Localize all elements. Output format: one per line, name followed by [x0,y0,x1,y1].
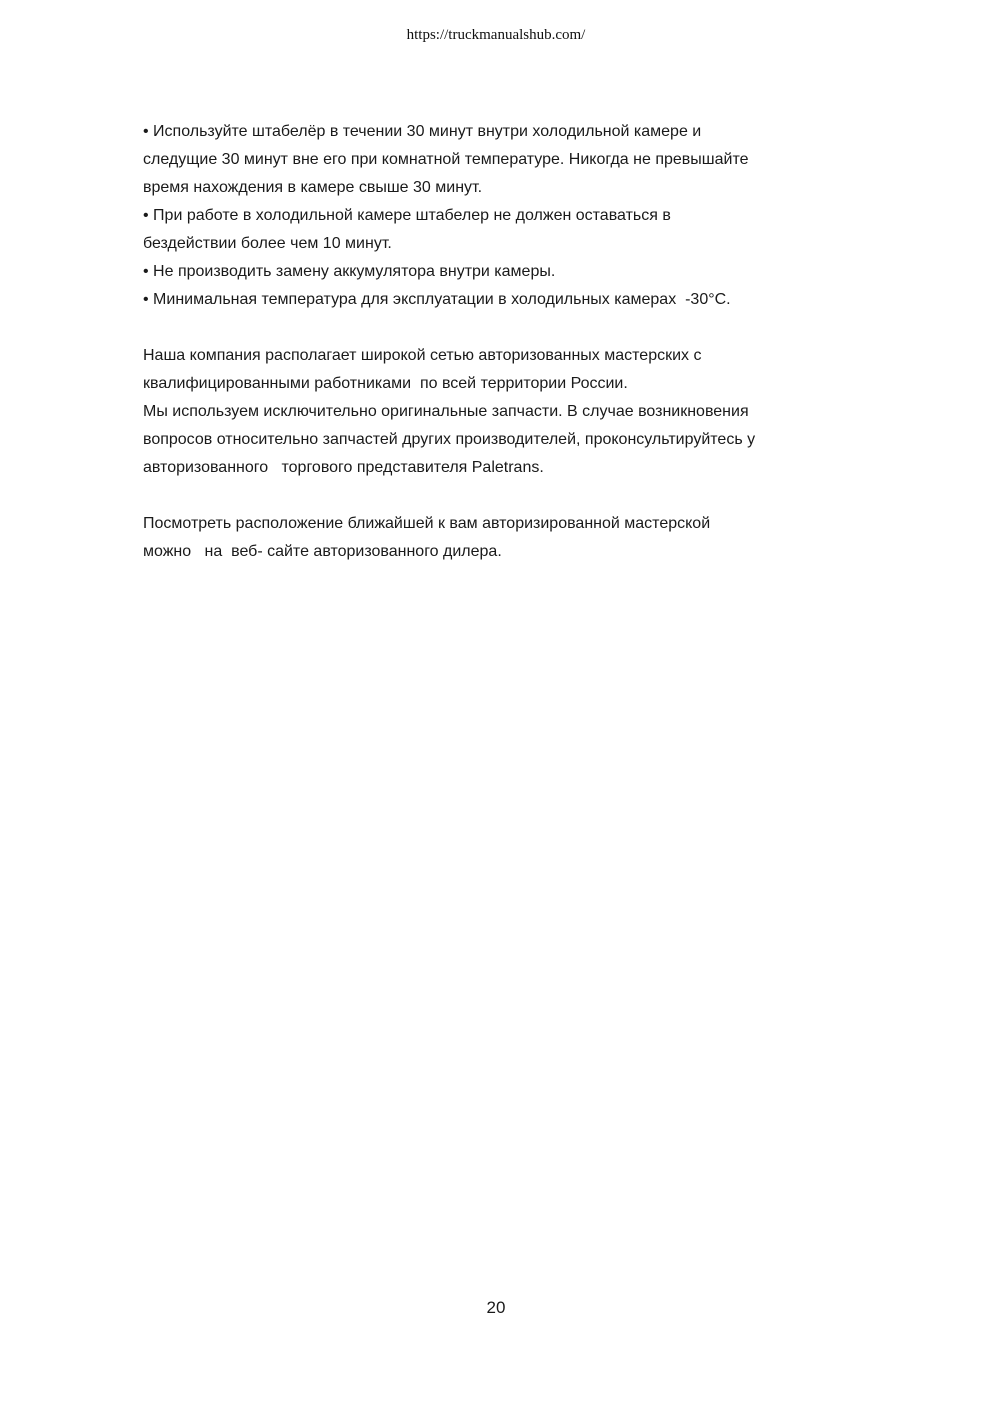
bullet-line: • Используйте штабелёр в течении 30 минут внутри холодильной камере и [143,123,702,140]
bullet-list [143,118,863,314]
header-url[interactable]: https://truckmanualshub.com/ [406,27,586,43]
bullet-line: бездействии более чем 10 минут. [143,235,392,252]
bullet-line: следущие 30 минут вне его при комнатной температуре. Никогда не превышайте [143,151,749,168]
bullet-line: • Не производить замену аккумулятора внутри камеры. [143,263,556,280]
paragraph-line: Посмотреть расположение ближайшей к вам авторизированной мастерской [143,515,711,532]
paragraph-line: авторизованного торгового представителя Paletrans. [143,459,544,476]
bullet-line: • Минимальная температура для эксплуатации в холодильных камерах -30°C. [143,291,731,308]
paragraph-line: Наша компания располагает широкой сетью авторизованных мастерских с [143,347,702,364]
paragraph-gap [143,482,863,510]
paragraph-gap [143,314,863,342]
document-body [143,118,863,566]
paragraph-line: Мы используем исключительно оригинальные запчасти. В случае возникновения [143,403,749,420]
company-paragraph [143,342,863,482]
paragraph-line: квалифицированными работниками по всей территории России. [143,375,628,392]
workshop-paragraph [143,510,863,566]
paragraph-line: вопросов относительно запчастей других производителей, проконсультируйтесь у [143,431,756,448]
bullet-line: время нахождения в камере свыше 30 минут. [143,179,483,196]
page-number: 20 [486,1298,506,1317]
bullet-line: • При работе в холодильной камере штабелер не должен оставаться в [143,207,671,224]
paragraph-line: можно на веб- сайте авторизованного дилера. [143,543,502,560]
